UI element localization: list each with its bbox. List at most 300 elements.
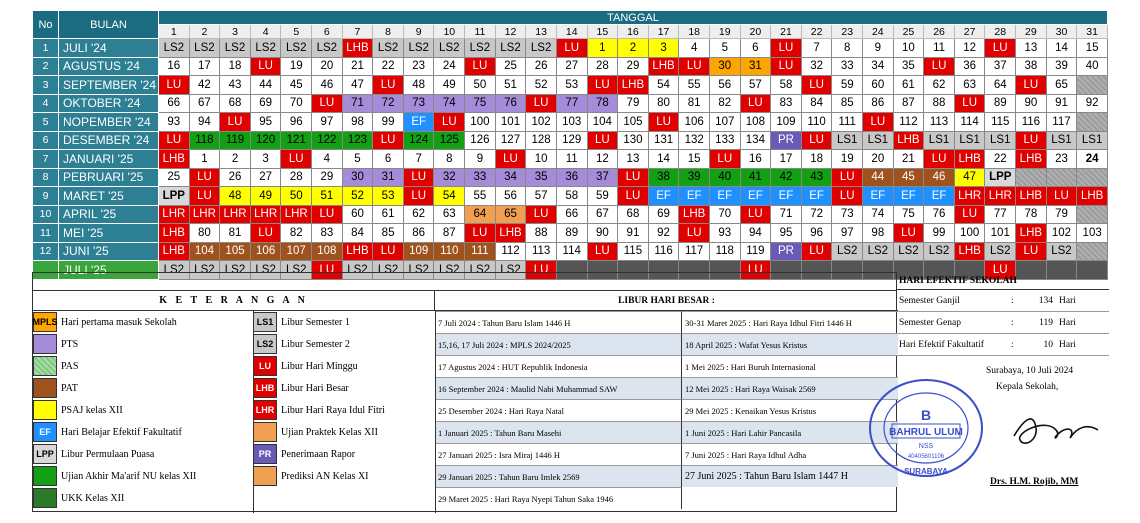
day-cell: LS2 (250, 39, 281, 58)
day-cell: 26 (220, 168, 251, 187)
day-number: 20 (740, 25, 771, 39)
day-cell: 29 (312, 168, 343, 187)
day-cell: 60 (863, 76, 894, 95)
day-cell: 5 (709, 39, 740, 58)
day-cell: LU (618, 187, 649, 206)
day-cell: LHB (342, 39, 373, 58)
day-cell: 38 (648, 168, 679, 187)
legend-label: PAS (61, 360, 79, 372)
day-cell: 33 (465, 168, 496, 187)
month-row (33, 168, 1108, 187)
holiday-item: 25 Desember 2024 : Hari Raya Natal (435, 399, 682, 421)
day-cell (1046, 168, 1077, 187)
legend-swatch (33, 466, 57, 486)
month-row (33, 205, 1108, 224)
day-cell: LU (159, 131, 190, 150)
row-number: 2 (33, 57, 59, 76)
day-cell: 128 (526, 131, 557, 150)
day-cell: 2 (220, 150, 251, 169)
row-number: 7 (33, 150, 59, 169)
day-cell: LU (220, 113, 251, 132)
day-cell: 89 (985, 94, 1016, 113)
day-cell: 115 (618, 242, 649, 261)
svg-text:40405601106: 40405601106 (907, 454, 945, 460)
day-cell: 98 (342, 113, 373, 132)
day-number: 31 (1077, 25, 1108, 39)
day-cell: LS2 (159, 261, 190, 280)
day-cell: 70 (709, 205, 740, 224)
legend-item (253, 333, 435, 355)
day-cell: 82 (281, 224, 312, 243)
month-name: DESEMBER '24 (59, 131, 159, 150)
day-cell: LU (709, 150, 740, 169)
day-cell: LS1 (832, 131, 863, 150)
day-cell: 61 (373, 205, 404, 224)
holiday-item: 17 Agustus 2024 : HUT Republik Indonesia (435, 355, 682, 377)
day-cell: 118 (189, 131, 220, 150)
signature-scribble-icon (1006, 406, 1106, 456)
day-cell: 110 (801, 113, 832, 132)
day-cell: LS2 (863, 242, 894, 261)
day-cell: 96 (281, 113, 312, 132)
legend-label: Hari pertama masuk Sekolah (61, 316, 177, 328)
day-cell: 82 (709, 94, 740, 113)
day-cell: 75 (893, 205, 924, 224)
month-row (33, 94, 1108, 113)
day-cell: 76 (495, 94, 526, 113)
effective-days-value: 119 (1039, 318, 1053, 328)
holiday-item: 15,16, 17 Juli 2024 : MPLS 2024/2025 (435, 333, 682, 355)
day-number: 24 (863, 25, 894, 39)
svg-text:SURABAYA: SURABAYA (904, 467, 948, 476)
day-cell: 111 (832, 113, 863, 132)
effective-days-row (896, 290, 1109, 312)
day-cell: 127 (495, 131, 526, 150)
day-cell: LU (312, 205, 343, 224)
day-cell: 9 (465, 150, 496, 169)
legend-item (253, 377, 435, 399)
day-cell: LU (924, 150, 955, 169)
legend-swatch: PR (253, 444, 277, 464)
day-cell: 17 (189, 57, 220, 76)
day-number: 16 (618, 25, 649, 39)
holiday-item: 1 Juni 2025 : Hari Lahir Pancasila (682, 421, 898, 443)
day-cell: LHB (618, 76, 649, 95)
day-cell: 107 (709, 113, 740, 132)
day-cell: 81 (220, 224, 251, 243)
month-row (33, 150, 1108, 169)
day-cell: 71 (342, 94, 373, 113)
day-cell: 63 (434, 205, 465, 224)
day-cell: 32 (434, 168, 465, 187)
legend-label: Ujian Praktek Kelas XII (281, 426, 378, 438)
legend-swatch: LS1 (253, 312, 277, 332)
day-cell: 30 (342, 168, 373, 187)
legend-label: Libur Hari Raya Idul Fitri (281, 404, 385, 416)
day-cell: 73 (832, 205, 863, 224)
day-number: 1 (159, 25, 190, 39)
day-cell: LHB (954, 242, 985, 261)
day-cell: 108 (740, 113, 771, 132)
day-cell: LS2 (403, 39, 434, 58)
day-cell: 3 (250, 150, 281, 169)
day-cell: LHB (342, 242, 373, 261)
day-cell: LU (312, 94, 343, 113)
legend-swatch: LHR (253, 400, 277, 420)
day-cell: 101 (495, 113, 526, 132)
day-cell: LS2 (373, 261, 404, 280)
svg-text:B: B (920, 407, 932, 423)
calendar-table (32, 10, 1108, 280)
day-cell: 30 (709, 57, 740, 76)
day-cell: 117 (1046, 113, 1077, 132)
day-cell: 124 (403, 131, 434, 150)
legend-item (33, 311, 253, 333)
day-cell: 72 (373, 94, 404, 113)
day-cell: LHB (495, 224, 526, 243)
day-cell: LU (189, 168, 220, 187)
day-cell: 76 (924, 205, 955, 224)
day-cell: 24 (434, 57, 465, 76)
day-cell: 44 (250, 76, 281, 95)
day-cell: 101 (985, 224, 1016, 243)
day-number: 11 (465, 25, 496, 39)
day-cell: LU (1016, 242, 1047, 261)
day-cell: 61 (893, 76, 924, 95)
day-cell: 73 (403, 94, 434, 113)
day-cell: 65 (1046, 76, 1077, 95)
day-cell (1016, 168, 1047, 187)
day-cell: 47 (954, 168, 985, 187)
day-cell: LS2 (985, 242, 1016, 261)
header-tanggal: TANGGAL (159, 11, 1108, 25)
day-cell: 55 (465, 187, 496, 206)
day-cell: 52 (526, 76, 557, 95)
day-cell: EF (709, 187, 740, 206)
day-cell: LU (740, 94, 771, 113)
day-cell: 59 (587, 187, 618, 206)
svg-text:NSS: NSS (918, 443, 934, 450)
day-cell: 7 (403, 150, 434, 169)
legend-item (33, 333, 253, 355)
day-cell: 116 (1016, 113, 1047, 132)
day-cell: 8 (832, 39, 863, 58)
day-cell: LHB (648, 57, 679, 76)
legend-label: Libur Permulaan Puasa (61, 448, 155, 460)
day-number: 30 (1046, 25, 1077, 39)
day-cell: 100 (465, 113, 496, 132)
header-bulan: BULAN (59, 11, 159, 39)
day-cell: 79 (618, 94, 649, 113)
day-cell: 80 (189, 224, 220, 243)
day-number: 25 (893, 25, 924, 39)
day-cell: LU (618, 168, 649, 187)
day-cell (1077, 242, 1108, 261)
day-cell: 114 (556, 242, 587, 261)
day-cell: LU (373, 131, 404, 150)
day-cell: 3 (648, 39, 679, 58)
row-number: 6 (33, 131, 59, 150)
day-cell (1077, 168, 1108, 187)
day-cell: 1 (189, 150, 220, 169)
day-cell: 21 (342, 57, 373, 76)
day-cell: LU (526, 261, 557, 280)
day-cell: LS2 (189, 39, 220, 58)
day-cell: LS2 (465, 261, 496, 280)
day-cell: LHB (1016, 150, 1047, 169)
day-cell: 63 (954, 76, 985, 95)
effective-days-colon: : (1011, 296, 1014, 306)
day-number: 6 (312, 25, 343, 39)
signature-role: Kepala Sekolah, (996, 382, 1059, 392)
row-number: 11 (33, 224, 59, 243)
legend-title: K E T E R A N G A N (33, 291, 435, 311)
legend-item (33, 399, 253, 421)
legend-swatch (33, 356, 57, 376)
legend-swatch: LPP (33, 444, 57, 464)
day-cell: 18 (801, 150, 832, 169)
day-cell: LHB (1016, 187, 1047, 206)
day-cell: LS2 (495, 261, 526, 280)
day-cell: EF (893, 187, 924, 206)
day-cell: LU (587, 76, 618, 95)
day-number: 3 (220, 25, 251, 39)
day-cell: LU (832, 168, 863, 187)
day-cell: LU (526, 205, 557, 224)
day-number: 7 (342, 25, 373, 39)
day-cell: 23 (1046, 150, 1077, 169)
signature-name: Drs. H.M. Rojib, MM (990, 477, 1079, 487)
day-cell: 68 (618, 205, 649, 224)
day-cell: 48 (403, 76, 434, 95)
day-cell: LU (985, 261, 1016, 280)
effective-days-title: HARI EFEKTIF SEKOLAH (896, 272, 1109, 290)
day-cell: 27 (556, 57, 587, 76)
holiday-item: 7 Juni 2025 : Hari Raya Idhul Adha (682, 443, 898, 465)
day-cell: 15 (1077, 39, 1108, 58)
day-cell: LU (250, 57, 281, 76)
legend-panel (32, 272, 897, 512)
legend-item (33, 487, 253, 509)
day-cell: 42 (771, 168, 802, 187)
day-cell: LU (1046, 187, 1077, 206)
legend-top-spacer (33, 273, 896, 291)
legend-swatch (33, 400, 57, 420)
legend-item (33, 355, 253, 377)
month-name: APRIL '25 (59, 205, 159, 224)
effective-days-row (896, 334, 1109, 356)
day-cell: 13 (1016, 39, 1047, 58)
day-cell: 66 (159, 94, 190, 113)
day-cell: 41 (740, 168, 771, 187)
day-cell: 117 (679, 242, 710, 261)
day-cell: 45 (893, 168, 924, 187)
month-name: NOPEMBER '24 (59, 113, 159, 132)
legend-item (253, 465, 435, 487)
day-cell: LS1 (863, 131, 894, 150)
day-cell: EF (679, 187, 710, 206)
day-cell: LU (924, 57, 955, 76)
day-cell: 28 (587, 57, 618, 76)
day-cell: 109 (771, 113, 802, 132)
day-cell: 43 (801, 168, 832, 187)
day-cell: LU (771, 57, 802, 76)
day-cell: 114 (954, 113, 985, 132)
effective-days-unit: Hari (1059, 340, 1076, 350)
row-number: 4 (33, 94, 59, 113)
day-cell: 78 (587, 94, 618, 113)
day-cell: 25 (159, 168, 190, 187)
day-cell: 125 (434, 131, 465, 150)
legend-item (253, 355, 435, 377)
day-cell: 18 (220, 57, 251, 76)
day-cell: 20 (863, 150, 894, 169)
day-cell: LS2 (434, 261, 465, 280)
row-number: 8 (33, 168, 59, 187)
legend-label: Ujian Akhir Ma'arif NU kelas XII (61, 470, 197, 482)
day-cell: LU (526, 94, 557, 113)
legend-item (253, 421, 435, 443)
holiday-item: 29 Januari 2025 : Tahun Baru Imlek 2569 (435, 465, 682, 487)
day-cell: 107 (281, 242, 312, 261)
day-cell: 50 (465, 76, 496, 95)
day-cell: 113 (924, 113, 955, 132)
day-number: 19 (709, 25, 740, 39)
legend-swatch (33, 378, 57, 398)
day-cell: LU (832, 187, 863, 206)
day-cell: 62 (403, 205, 434, 224)
day-cell: 40 (709, 168, 740, 187)
day-cell: 126 (465, 131, 496, 150)
day-cell: 112 (893, 113, 924, 132)
day-cell: 84 (801, 94, 832, 113)
day-cell: 5 (342, 150, 373, 169)
day-cell: LS2 (434, 39, 465, 58)
day-cell: 74 (434, 94, 465, 113)
day-cell: 12 (587, 150, 618, 169)
day-number: 21 (771, 25, 802, 39)
day-cell: 88 (526, 224, 557, 243)
day-cell: 46 (312, 76, 343, 95)
day-cell: 130 (618, 131, 649, 150)
day-cell: 52 (342, 187, 373, 206)
day-cell: LU (801, 76, 832, 95)
day-cell: LU (648, 113, 679, 132)
day-cell: LU (954, 205, 985, 224)
day-cell: LU (403, 187, 434, 206)
day-cell: LU (801, 242, 832, 261)
day-cell: 99 (373, 113, 404, 132)
day-cell: 89 (556, 224, 587, 243)
day-cell: 71 (771, 205, 802, 224)
day-number: 10 (434, 25, 465, 39)
signature-block (889, 358, 1109, 512)
day-cell: LU (863, 113, 894, 132)
day-cell: 91 (618, 224, 649, 243)
day-cell: 37 (587, 168, 618, 187)
day-cell: 32 (801, 57, 832, 76)
day-cell: LU (465, 57, 496, 76)
day-cell: 60 (342, 205, 373, 224)
day-cell: 25 (495, 57, 526, 76)
legend-label: Prediksi AN Kelas XI (281, 470, 369, 482)
day-cell: 67 (587, 205, 618, 224)
legend-item (33, 443, 253, 465)
day-cell: 51 (495, 76, 526, 95)
day-number: 27 (954, 25, 985, 39)
day-cell: 110 (434, 242, 465, 261)
day-cell: LHR (220, 205, 251, 224)
day-number: 8 (373, 25, 404, 39)
day-cell: LU (312, 261, 343, 280)
holiday-item: 29 Mei 2025 : Kenaikan Yesus Kristus (682, 399, 898, 421)
day-cell: 14 (648, 150, 679, 169)
legend-swatch (253, 422, 277, 442)
month-name: JULI '24 (59, 39, 159, 58)
legend-label: Libur Hari Besar (281, 382, 349, 394)
day-cell: 15 (679, 150, 710, 169)
day-cell: LU (771, 39, 802, 58)
day-cell: LU (587, 242, 618, 261)
holiday-item: 16 September 2024 : Maulid Nabi Muhammad SAW (435, 377, 682, 399)
day-cell: 54 (648, 76, 679, 95)
day-cell: 2 (618, 39, 649, 58)
row-number: 10 (33, 205, 59, 224)
day-cell: 64 (985, 76, 1016, 95)
legend-item (253, 311, 435, 333)
day-cell: EF (801, 187, 832, 206)
effective-days-colon: : (1011, 318, 1014, 328)
day-cell: LU (159, 76, 190, 95)
day-cell: 4 (679, 39, 710, 58)
day-cell: LHB (159, 150, 190, 169)
day-cell: 104 (189, 242, 220, 261)
day-cell: 113 (526, 242, 557, 261)
day-cell: 86 (403, 224, 434, 243)
header-no: No (33, 11, 59, 39)
day-cell: 93 (159, 113, 190, 132)
holiday-item: 27 Januari 2025 : Isra Miraj 1446 H (435, 443, 682, 465)
legend-label: PTS (61, 338, 79, 350)
legend-label: PSAJ kelas XII (61, 404, 123, 416)
day-cell: 36 (954, 57, 985, 76)
month-name: JUNI '25 (59, 242, 159, 261)
month-name: OKTOBER '24 (59, 94, 159, 113)
legend-swatch (33, 334, 57, 354)
day-cell: 20 (312, 57, 343, 76)
day-cell: LS2 (924, 242, 955, 261)
day-cell: 48 (220, 187, 251, 206)
day-cell: LS1 (924, 131, 955, 150)
day-number: 23 (832, 25, 863, 39)
month-name: SEPTEMBER '24 (59, 76, 159, 95)
holiday-item: 27 Juni 2025 : Tahun Baru Islam 1447 H (682, 465, 898, 487)
legend-label: Libur Hari Minggu (281, 360, 358, 372)
day-cell: 92 (1077, 94, 1108, 113)
day-cell: 11 (556, 150, 587, 169)
day-cell: LS2 (1046, 242, 1077, 261)
day-cell: LHB (159, 242, 190, 261)
day-cell: 28 (281, 168, 312, 187)
holiday-item: 1 Mei 2025 : Hari Buruh Internasional (682, 355, 898, 377)
day-cell: 122 (312, 131, 343, 150)
day-cell: 129 (556, 131, 587, 150)
day-number: 4 (250, 25, 281, 39)
effective-days-value: 10 (1043, 340, 1053, 350)
day-cell: EF (648, 187, 679, 206)
day-cell: 105 (618, 113, 649, 132)
day-cell: 78 (1016, 205, 1047, 224)
